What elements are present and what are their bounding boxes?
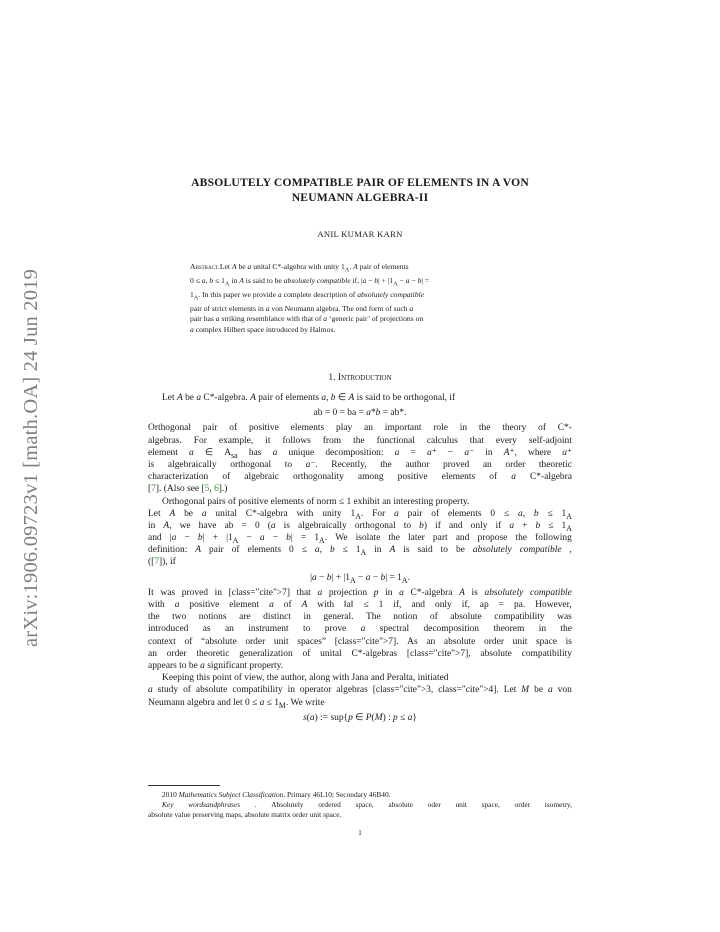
display-equation: s(a) := sup{p ∈ P(M) : p ≤ a}: [303, 712, 417, 723]
body-line: context of “absolute order unit spaces” [class="cite">7]. As an absolute order unit space is: [148, 636, 572, 647]
title-line-1: ABSOLUTELY COMPATIBLE PAIR OF ELEMENTS IN A VON: [191, 176, 529, 189]
body-line: definition: A pair of elements 0 ≤ a, b ≤ $1_A$ in A is said to be absolutely compatible ,: [148, 545, 572, 558]
body-line: appears to be a significant property.: [148, 660, 284, 671]
body-line: is algebraically orthogonal to a⁻. Recently, the author proved an order theoretic: [148, 459, 572, 470]
abstract-line: a complex Hilbert space introduced by Halmos.: [190, 324, 336, 334]
body-line: It was proved in [class="cite">7] that a projection p in a C*-algebra A is absolutely compatible: [148, 587, 572, 598]
section-heading-introduction: [148, 372, 572, 383]
body-line: element a ∈ $A_{sa}$ has a unique decomposition: a = a⁺ − a⁻ in A⁺, where a⁺: [148, 447, 572, 460]
body-line: ([7]), if: [148, 557, 176, 568]
display-equation: ab = 0 = ba = a*b = ab*.: [313, 408, 407, 419]
title-line-2: NEUMANN ALGEBRA-II: [291, 191, 429, 204]
body-line: Keeping this point of view, the author, along with Jana and Peralta, initiated: [162, 673, 449, 684]
body-line: characterization of algebraic orthogonality among positive elements of a C*-algebra: [148, 472, 572, 483]
body-line: [7]. (Also see [5, 6].): [148, 484, 228, 495]
body-line: introduced as an instrument to prove a spectral decomposition theorem in the: [148, 624, 572, 635]
abstract-line: [190, 262, 530, 276]
footnote-rule: [148, 785, 220, 786]
body-line: algebras. For example, it follows from the functional calculus that every self-adjoint: [148, 435, 572, 446]
arxiv-identifier-stamp: arXiv:1906.09723v1 [math.OA] 24 Jun 2019: [20, 268, 42, 647]
body-line: Let A be a unital C*-algebra with unity $1_A$. For a pair of elements 0 ≤ a, b ≤ $1_A$: [148, 508, 572, 521]
abstract-line: pair of strict elements in a von Neumann algebra. The end form of such a: [190, 303, 414, 313]
body-line: the two notions are distinct in general. The notion of absolute compatibility was: [148, 612, 572, 623]
author-name: ANIL KUMAR KARN: [317, 229, 403, 239]
body-line: an order theoretic generalization of unital C*-algebras [class="cite">7], absolute compatibility: [148, 648, 572, 659]
body-line: in A, we have ab = 0 (a is algebraically orthogonal to b) if and only if a + b ≤ $1_A$: [148, 520, 572, 533]
page-number: 1: [358, 828, 362, 837]
body-line: Let A be a C*-algebra. A pair of elements a, b ∈ A is said to be orthogonal, if: [162, 393, 456, 403]
paper-title: [148, 175, 572, 205]
abstract: [190, 262, 530, 335]
body-text: [148, 392, 572, 724]
abstract-label: Abstract.: [190, 262, 220, 271]
keywords-footnote-line: absolute value preserving maps, absolute matrix order unit space.: [148, 810, 342, 820]
keywords-footnote-line: Key wordsandphrases . Absolutely ordered space, absolute oder unit space, order isometry,: [162, 800, 572, 810]
abstract-line: $1_A$. In this paper we provide a complete description of absolutely compatible: [190, 289, 425, 302]
body-line: and |a − b| + $|1_A$ − a − b| = $1_A$. We isolate the later part and propose the following: [148, 533, 572, 545]
body-line: Orthogonal pairs of positive elements of norm ≤ 1 exhibit an interesting property.: [162, 496, 470, 507]
abstract-line-text: Let A be a unital C*-algebra with unity $1_A$. A pair of elements: [219, 262, 409, 274]
display-equation: $|a - b| + |1_A - a - b| = 1_A$.: [310, 572, 410, 585]
msc-footnote: 2010 Mathematics Subject Classification. Primary 46L10; Secondary 46B40.: [162, 790, 391, 799]
abstract-line: pair has a striking resemblance with that of a ‘generic pair’ of projections on: [190, 314, 424, 324]
section-title: Introduction: [337, 372, 392, 383]
body-line: Orthogonal pair of positive elements play an important role in the theory of C*-: [148, 423, 572, 434]
section-number: 1.: [328, 372, 336, 383]
body-line: a study of absolute compatibility in operator algebras [class="cite">3, class="cite">4]. Let M be a von: [148, 685, 572, 696]
footnotes: [148, 790, 572, 821]
body-line: with a positive element a of A with ‖a‖ ≤ 1 if, and only if, ap = pa. However,: [148, 600, 572, 610]
abstract-line: 0 ≤ a, $b \le 1_A$ in A is said to be absolutely compatible if, $|a - b| + |1_A - a - b|$ =: [190, 275, 430, 288]
body-line: Neumann algebra and let $0 \le a \le 1_M$. We write: [148, 697, 325, 710]
